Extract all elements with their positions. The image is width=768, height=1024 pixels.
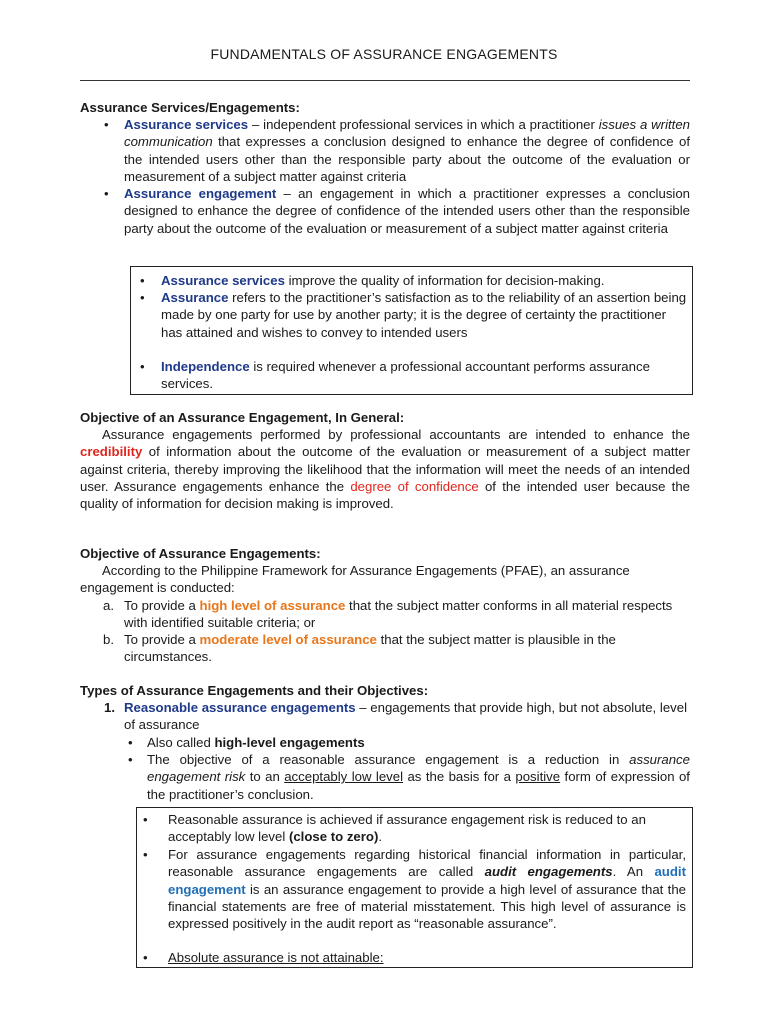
bullet-assurance-engagement: Assurance engagement – an engagement in which a practitioner expresses a conclusion designed to enhance the degree of confidence of the intended users other than the responsible party about the outcome of the evaluation or measurement of a subject matter against criteria (124, 186, 691, 236)
box-item-assurance-services: Assurance services improve the quality of information for decision-making. (161, 273, 605, 288)
box-item-independence: Independence is required whenever a professional accountant performs assurance services. (161, 359, 650, 392)
section-heading-objective-general: Objective of an Assurance Engagement, In General: (80, 410, 405, 425)
sub-bullet-high-level: Also called high-level engagements (147, 735, 365, 750)
box-item-assurance: Assurance refers to the practitioner’s satisfaction as to the reliability of an assertion being made by one party for use by another party; it is the degree of certainty the practitioner has attained and wishes to convey to intended users (161, 290, 687, 340)
term-audit-engagement: audit engagement (168, 864, 686, 897)
callout-box-reasonable-assurance (136, 807, 693, 968)
section-heading-objective-assurance: Objective of Assurance Engagements: (80, 546, 321, 561)
list-label-b: b. (103, 632, 114, 647)
list-label-a: a. (103, 598, 114, 613)
bullet-marker: • (140, 290, 145, 305)
term-degree-of-confidence: degree of confidence (350, 478, 479, 494)
bullet-marker: • (140, 359, 145, 374)
list-label-1: 1. (104, 700, 115, 715)
term-assurance-engagement: Assurance engagement (124, 186, 277, 201)
paragraph-objective-general: Assurance engagements performed by professional accountants are intended to enhance the credibility of information about the outcome of the evaluation or measurement of a subject matter against criteria, thereby improving the likelihood that the information will meet the needs of an intended user. Assurance engagements enhance the degree of confidence of the intended user because the quality of information for decision making is improved. (80, 427, 691, 512)
box-item-absolute-assurance: Absolute assurance is not attainable: (168, 950, 384, 965)
page-title: FUNDAMENTALS OF ASSURANCE ENGAGEMENTS (210, 46, 558, 62)
bullet-marker: • (104, 186, 109, 201)
box-item-audit-engagements: For assurance engagements regarding historical financial information in particular, reasonable assurance engagements are called audit engagements. An audit engagement is an assurance engagement to provide a high level of assurance that the financial statements are free of material misstatement. This high level of assurance is expressed positively in the audit report as “reasonable assurance”. (168, 847, 686, 932)
bullet-marker: • (143, 950, 148, 965)
bullet-marker: • (140, 273, 145, 288)
title-divider (80, 80, 690, 81)
list-item-moderate-level: To provide a moderate level of assurance that the subject matter is plausible in the circumstances. (124, 632, 616, 665)
bullet-marker: • (128, 735, 133, 750)
bullet-marker: • (143, 812, 148, 827)
list-item-reasonable-assurance: Reasonable assurance engagements – engagements that provide high, but not absolute, level of assurance (124, 700, 688, 733)
bullet-assurance-services: Assurance services – independent professional services in which a practitioner issues a written communication that expresses a conclusion designed to enhance the degree of confidence of the intended users other than the responsible party about the outcome of the evaluation or measurement of a subject matter against criteria (124, 117, 690, 184)
sub-bullet-objective: The objective of a reasonable assurance engagement is a reduction in assurance engagement risk to an acceptably low level as the basis for a positive form of expression of the practitioner’s conclusion. (147, 752, 690, 802)
bullet-marker: • (104, 117, 109, 132)
section-heading-assurance-services: Assurance Services/Engagements: (80, 100, 300, 115)
box-item-reasonable-assurance: Reasonable assurance is achieved if assurance engagement risk is reduced to an acceptably low level (close to zero). (168, 812, 646, 845)
section-heading-types: Types of Assurance Engagements and their Objectives: (80, 683, 429, 698)
term-assurance-services: Assurance services (124, 117, 249, 132)
bullet-marker: • (143, 847, 148, 862)
list-item-high-level: To provide a high level of assurance that the subject matter conforms in all material respects with identified suitable criteria; or (124, 598, 673, 631)
term-credibility: credibility (80, 444, 143, 460)
paragraph-pfae-intro: According to the Philippine Framework for Assurance Engagements (PFAE), an assurance engagement is conducted: (80, 563, 630, 596)
callout-box-assurance (130, 266, 693, 395)
bullet-marker: • (128, 752, 133, 767)
